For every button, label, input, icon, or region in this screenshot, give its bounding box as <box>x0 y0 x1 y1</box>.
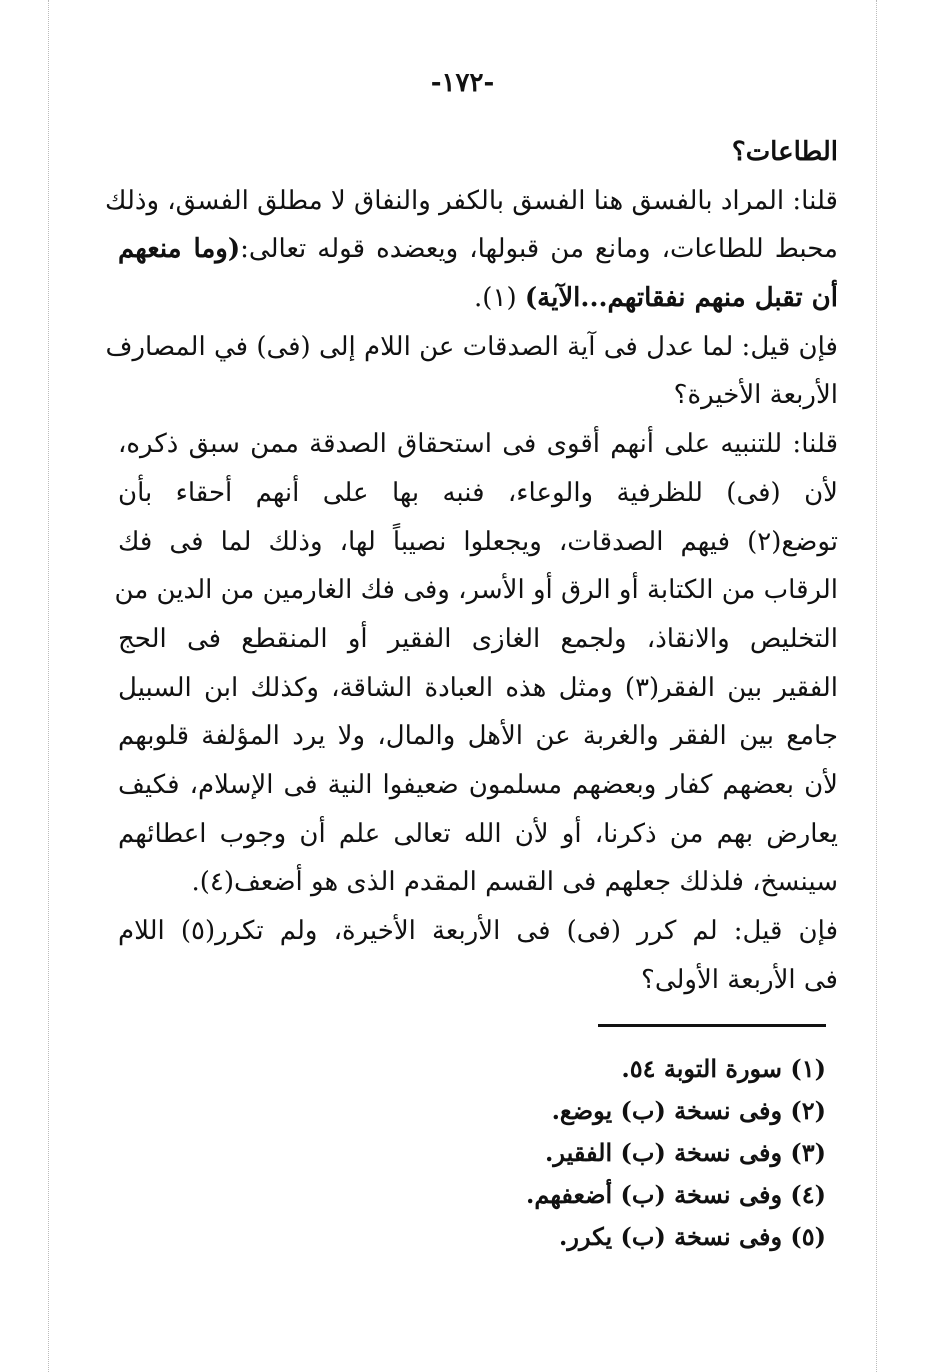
quran-quote-start: (وما منعهم <box>118 234 241 265</box>
footnote-2: (٢) وفى نسخة (ب) يوضع. <box>551 1096 826 1125</box>
text-line-7: قلنا: للتنبيه على أنهم أقوى فى استحقاق الصدقة ممن سبق ذكره، <box>118 429 838 460</box>
text-line-16: سينسخ، فلذلك جعلهم فى القسم المقدم الذى هو أضعف(٤). <box>191 867 838 898</box>
text-line-10: الرقاب من الكتابة أو الرق أو الأسر، وفى فك الغارمين من الدين من <box>114 575 838 606</box>
quran-quote-end: أن تقبل منهم نفقاتهم...الآية) <box>524 283 838 314</box>
footnotes <box>300 1048 826 1258</box>
text-line-6: الأربعة الأخيرة؟ <box>673 380 838 411</box>
page-number: -١٧٢- <box>430 68 495 98</box>
text-line-14: لأن بعضهم كفار وبعضهم مسلمون ضعيفوا النية فى الإسلام، فكيف <box>118 769 838 800</box>
footnote-1: (١) سورة التوبة ٥٤. <box>621 1054 826 1083</box>
footnote-4: (٤) وفى نسخة (ب) أضعفهم. <box>525 1180 826 1209</box>
main-text <box>105 128 839 1004</box>
text-line-1: الطاعات؟ <box>731 137 838 167</box>
text-line-15: يعارض بهم من ذكرنا، أو لأن الله تعالى علم أن وجوب اعطائهم <box>118 818 838 849</box>
footnote-separator <box>598 1024 826 1027</box>
text-line-12: الفقير بين الفقر(٣) ومثل هذه العبادة الشاقة، وكذلك ابن السبيل <box>118 672 839 703</box>
scan-dots-right <box>876 0 877 1372</box>
text-line-3: محبط للطاعات، ومانع من قبولها، ويعضده قوله تعالى:(وما منعهم <box>118 234 838 265</box>
scan-dots-left <box>48 0 49 1372</box>
text-line-8: لأن (فى) للظرفية والوعاء، فنبه بها على أنهم أحقاء بأن <box>118 477 838 508</box>
text-line-4: أن تقبل منهم نفقاتهم...الآية) (١). <box>474 283 838 314</box>
text-line-13: جامع بين الفقر والغربة عن الأهل والمال، ولا يرد المؤلفة قلوبهم <box>118 721 838 752</box>
text-line-9: توضع(٢) فيهم الصدقات، ويجعلوا نصيباً لها، وذلك لما فى فك <box>118 526 838 557</box>
text-line-2: قلنا: المراد بالفسق هنا الفسق بالكفر والنفاق لا مطلق الفسق، وذلك <box>105 185 838 216</box>
footnote-5: (٥) وفى نسخة (ب) يكرر. <box>559 1222 826 1251</box>
text-line-18: فى الأربعة الأولى؟ <box>641 964 838 995</box>
text-line-17: فإن قيل: لم كرر (فى) فى الأربعة الأخيرة، ولم تكرر(٥) اللام <box>118 916 838 946</box>
footnote-3: (٣) وفى نسخة (ب) الفقير. <box>545 1138 826 1167</box>
text-line-11: التخليص والانقاذ، ولجمع الغازى الفقير أو المنقطع فى الحج <box>118 623 838 654</box>
text-line-5: فإن قيل: لما عدل فى آية الصدقات عن اللام إلى (فى) في المصارف <box>105 331 838 362</box>
